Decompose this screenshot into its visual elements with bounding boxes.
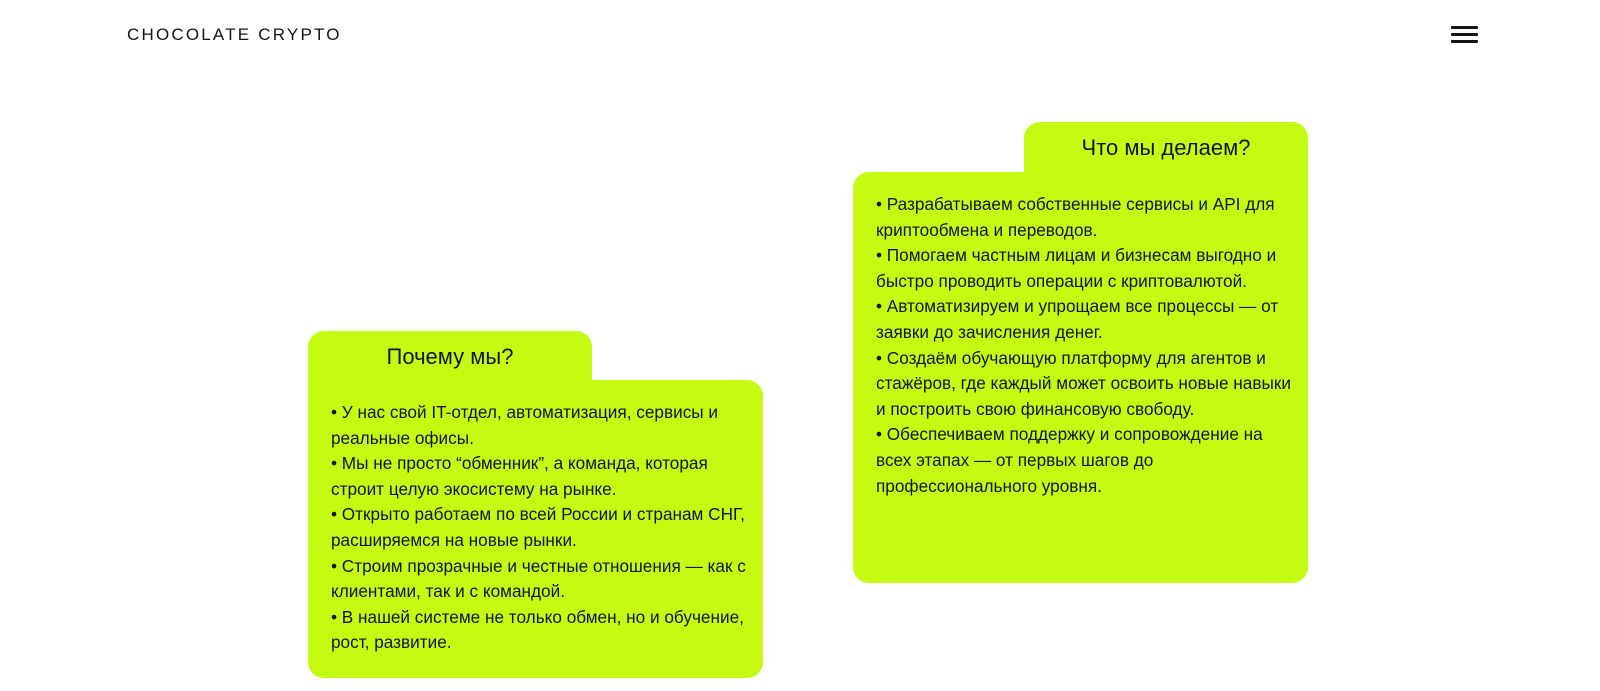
- what-we-do-list: [876, 192, 1294, 499]
- list-item: • Мы не просто “обменник”, а команда, которая строит целую экосистему на рынке.: [331, 453, 708, 499]
- why-us-list: [331, 400, 749, 656]
- list-item: • В нашей системе не только обмен, но и обучение, рост, развитие.: [331, 606, 744, 653]
- why-us-title: Почему мы?: [386, 344, 514, 369]
- list-item: • Создаём обучающую платформу для агентов и стажёров, где каждый может освоить новые навыки и построить свою финансовую свободу.: [876, 347, 1291, 419]
- menu-bar-middle: [1451, 33, 1478, 36]
- list-item: • Автоматизируем и упрощаем все процессы — от заявки до зачисления денег.: [876, 296, 1279, 342]
- hamburger-menu-button[interactable]: [1451, 24, 1479, 46]
- why-us-card-body: [308, 380, 763, 678]
- list-item: • Открыто работаем по всей России и странам СНГ, расширяемся на новые рынки.: [331, 504, 745, 550]
- menu-bar-bottom: [1451, 40, 1478, 43]
- list-item: • Обеспечиваем поддержку и сопровождение на всех этапах — от первых шагов до профессионального уровня.: [876, 424, 1263, 496]
- menu-bar-top: [1451, 26, 1478, 29]
- brand-logo-link[interactable]: CHOCOLATE CRYPTO: [127, 25, 342, 44]
- what-we-do-card-body: [853, 172, 1308, 583]
- list-item: • У нас свой IT-отдел, автоматизация, сервисы и реальные офисы.: [331, 402, 719, 448]
- what-we-do-title: Что мы делаем?: [1081, 135, 1251, 160]
- list-item: • Помогаем частным лицам и бизнесам выгодно и быстро проводить операции с криптовалютой.: [876, 245, 1277, 291]
- list-item: • Разрабатываем собственные сервисы и API для криптообмена и переводов.: [876, 194, 1275, 240]
- list-item: • Строим прозрачные и честные отношения — как с клиентами, так и с командой.: [331, 555, 746, 602]
